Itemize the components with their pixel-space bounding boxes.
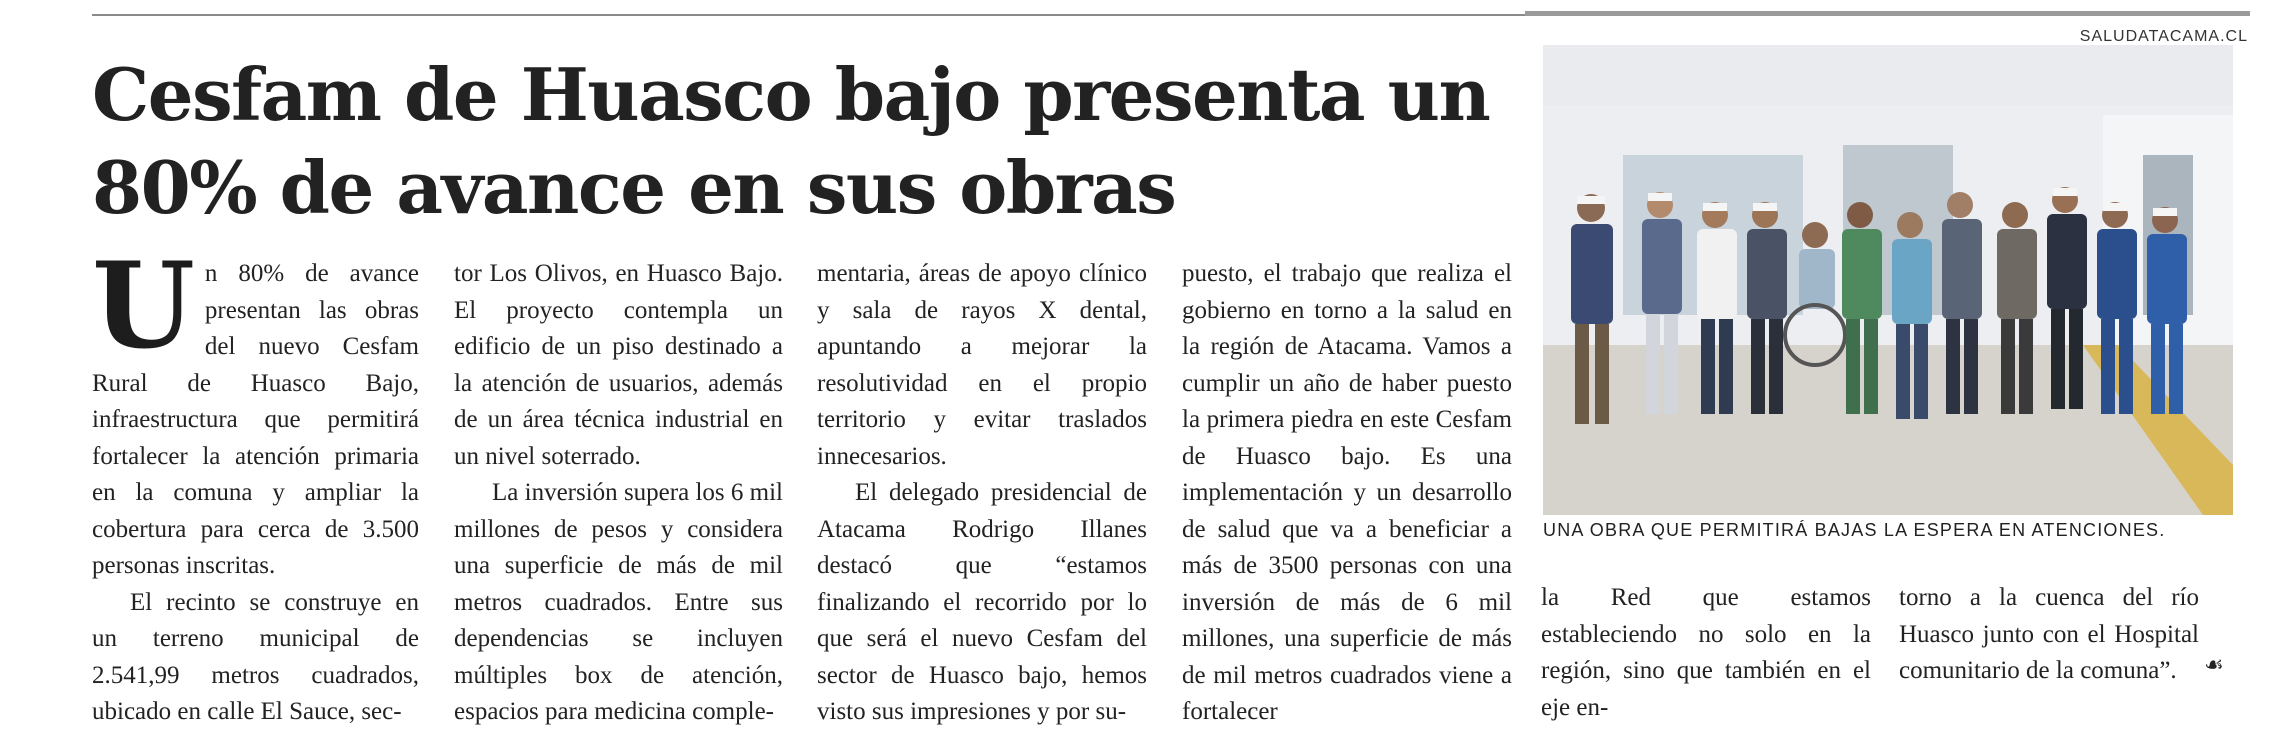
- article-column-4: [1182, 256, 1512, 731]
- photo-caption: UNA OBRA QUE PERMITIRÁ BAJAS LA ESPERA EN ATENCIONES.: [1543, 520, 2166, 540]
- article-column-5: [1541, 580, 1871, 726]
- paragraph: [92, 236, 419, 585]
- paragraph: puesto, el trabajo que realiza el gobierno en torno a la salud en la región de Atacama. Vamos a cumplir un año de haber puesto la primera piedra en este Cesfam de Huasco bajo. Es una implementación y un desarrollo de salud que va a beneficiar a más de 3500 personas con una inversión de más de 6 mil millones, una superficie de más de mil metros cuadrados viene a fortalecer: [1182, 260, 1512, 725]
- article-column-3: [817, 256, 1147, 731]
- article-column-1: [92, 236, 419, 731]
- drop-cap: U: [92, 236, 195, 375]
- paragraph: tor Los Olivos, en Huasco Bajo. El proyecto contempla un edificio de un piso destinado a la atención de usuarios, además de un área técnica industrial en un nivel soterrado.: [454, 260, 783, 470]
- paragraph: El recinto se construye en un terreno municipal de 2.541,99 metros cuadrados, ubicado en calle El Sauce, sec-: [92, 588, 419, 725]
- paragraph: La inversión supera los 6 mil millones de pesos y considera una superficie de más de mil metros cuadrados. Entre sus dependencias se incluyen múltiples box de atención, espacios para medicina comple-: [454, 479, 783, 725]
- top-rule-accent: [1525, 11, 2250, 16]
- article-column-2: [454, 256, 783, 731]
- photo-credit: SALUDATACAMA.CL: [2079, 28, 2248, 45]
- paragraph: la Red que estamos estableciendo no solo en la región, sino que también en el eje en-: [1541, 584, 1871, 721]
- article-column-6: [1899, 580, 2199, 690]
- paragraph: El delegado presidencial de Atacama Rodrigo Illanes destacó que “estamos finalizando el recorrido por lo que será el nuevo Cesfam del sector de Huasco bajo, hemos visto sus impresiones y por su-: [817, 479, 1147, 725]
- paragraph: mentaria, áreas de apoyo clínico y sala de rayos X dental, apuntando a mejorar la resolutividad en el propio territorio y evitar traslados innecesarios.: [817, 260, 1147, 470]
- end-of-article-icon: ☙: [2204, 653, 2224, 678]
- headline: [92, 48, 1532, 234]
- headline-line-2: 80% de avance en sus obras: [92, 145, 1176, 230]
- group-photo: [1543, 45, 2233, 515]
- headline-line-1: Cesfam de Huasco bajo presenta un: [92, 52, 1490, 137]
- group-photo-illustration: [1543, 45, 2233, 515]
- paragraph-text: n 80% de avance presentan las obras del nuevo Cesfam Rural de Huasco Bajo, infraestructura que permitirá fortalecer la atención primaria en la comuna y ampliar la cobertura para cerca de 3.500 personas inscritas.: [92, 260, 419, 579]
- paragraph: torno a la cuenca del río Huasco junto con el Hospital comunitario de la comuna”.: [1899, 584, 2199, 684]
